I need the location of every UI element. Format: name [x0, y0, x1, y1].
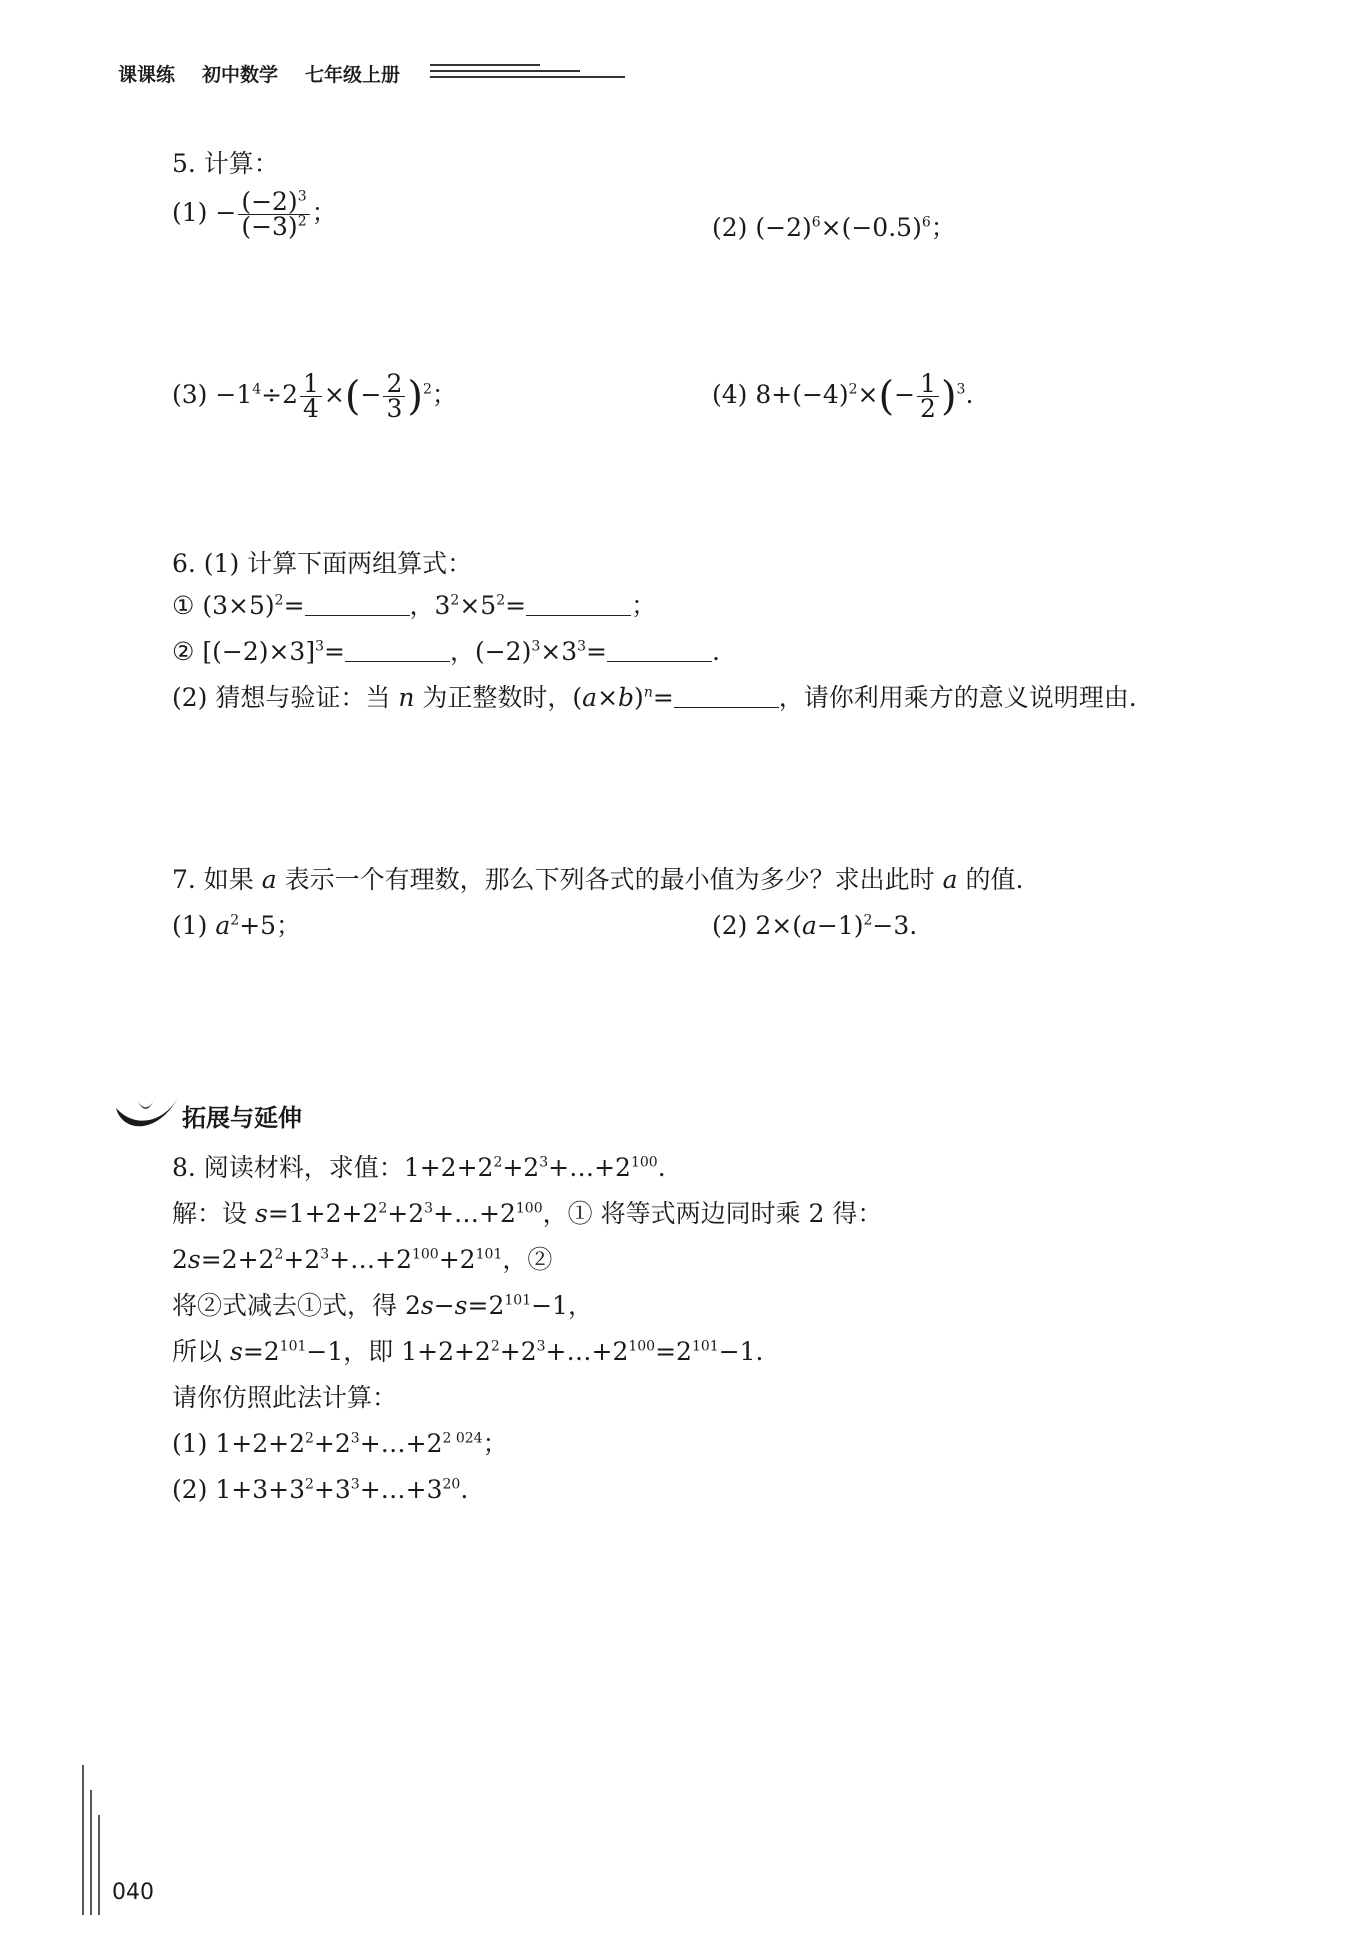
q7-part2: (2) $2\times(a-1)^2-3$. — [712, 911, 918, 940]
q8-solution-line4: 所以 $s=2^{101}-1$，即 $1+2+2^2+2^3+\dots+2^{100}=2^{101}-1$. — [172, 1337, 764, 1366]
q6-title: 6. (1) 计算下面两组算式： — [172, 549, 473, 578]
section-swoosh-icon — [112, 1090, 182, 1140]
q8-title: 8. 阅读材料，求值：$1+2+2^2+2^3+\dots+2^{100}$. — [172, 1153, 666, 1182]
answer-blank[interactable] — [674, 685, 779, 708]
q5-part1: (1) − $\frac{(-2)^3}{(-3)^2}$ ； — [172, 187, 337, 241]
q8-part1: (1) $1+2+2^2+2^3+\dots+2^{2 024}$； — [172, 1429, 508, 1458]
header-grade: 七年级上册 — [305, 64, 401, 86]
q7-part1: (1) $a^2+5$； — [172, 911, 302, 940]
q8-solution-line2: $2s=2+2^2+2^3+\dots+2^{100}+2^{101}$，② — [172, 1245, 553, 1274]
q8-part2: (2) $1+3+3^2+3^3+\dots+3^{20}$. — [172, 1475, 469, 1504]
header-series: 课课练 — [118, 64, 176, 86]
q5-part4: (4) $8+(-4)^2\times(-$ $\frac{1}{2}$ )$^3$. — [712, 369, 974, 423]
section-title: 拓展与延伸 — [182, 1104, 302, 1132]
header-rule-3 — [430, 76, 625, 78]
q5-part3: $(3) -1^4\div 2$ $\frac{1}{4}$ ×(− $\frac{2}{3}$ )$^2$； — [172, 369, 457, 423]
q5-part2: (2) $(-2)^6\times(-0.5)^6$； — [712, 213, 956, 242]
q7-title: 7. 如果 a 表示一个有理数，那么下列各式的最小值为多少？求出此时 a 的值. — [172, 865, 1024, 894]
q8-solution-line1: 解：设 $s=1+2+2^2+2^3+\dots+2^{100}$，① 将等式两边同时乘 2 得： — [172, 1199, 883, 1228]
header-rule-2 — [430, 70, 580, 72]
q6-row1: ① $(3\times 5)^2=$ ，$3^2\times 5^2=$ ； — [172, 591, 657, 620]
answer-blank[interactable] — [305, 593, 410, 616]
header-subject: 初中数学 — [202, 64, 279, 86]
header-rule-1 — [430, 64, 540, 66]
q5-p1-fraction: $\frac{(-2)^3}{(-3)^2}$ — [238, 190, 309, 239]
answer-blank[interactable] — [607, 639, 712, 662]
q8-solution-line3: 将②式减去①式，得 $2s-s=2^{101}-1$， — [172, 1291, 593, 1320]
page-number: 040 — [112, 1880, 154, 1905]
q6-part2: (2) 猜想与验证：当 n 为正整数时，$(a\times b)^n=$ ，请你利用乘方的意义说明理由. — [172, 683, 1137, 712]
answer-blank[interactable] — [345, 639, 450, 662]
footer-bar-1 — [82, 1765, 84, 1915]
q8-prompt: 请你仿照此法计算： — [172, 1383, 398, 1412]
footer-bar-2 — [90, 1790, 92, 1915]
answer-blank[interactable] — [526, 593, 631, 616]
footer-bar-3 — [98, 1815, 100, 1915]
q5-title: 5. 计算： — [172, 149, 279, 178]
q6-row2: ② $[(-2)\times 3]^3=$ ，$(-2)^3\times 3^3=$ . — [172, 637, 720, 666]
